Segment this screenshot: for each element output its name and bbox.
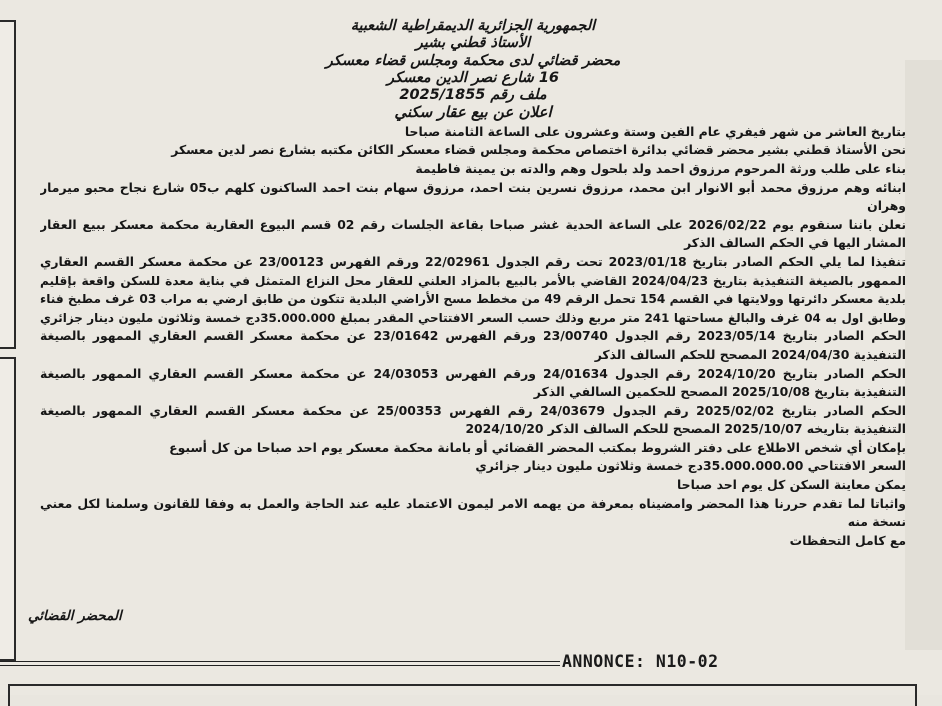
body-line: نعلن باننا سنقوم يوم 2026/02/22 على الساعة الحدية غشر صباحا بقاعة الجلسات رقم 02 قسم البيوع العقارية محكمة معسكر ببيع العقار <box>40 216 906 232</box>
adjacent-ad-frame-bottom <box>0 357 16 661</box>
annonce-rule-bottom <box>0 665 560 666</box>
body-line: يمكن معاينة السكن كل يوم احد صباحا <box>677 477 906 493</box>
notice-body <box>40 123 906 551</box>
next-ad-frame <box>8 684 917 706</box>
body-line: بلدية معسكر دائرتها وولايتها في القسم 154 تحمل الرقم 49 من مخطط مسح الأراضي البلدية تتكون من طابق ارضي به مراب 03 غرف مطبخ فناء <box>40 292 906 307</box>
body-line: الممهور بالصيغة التنفيذية بتاريخ 2024/04/23 القاضي بالأمر بالبيع بالمزاد العلني للعقار محل النزاع المتمثل في بناية معدة للسكن واقعة بإقليم <box>40 273 906 288</box>
body-line: نحن الأستاذ قطني بشير محضر قضائي بدائرة اختصاص محكمة ومجلس قضاء معسكر الكائن مكتبه بشارع نصر لدين معسكر <box>171 142 906 158</box>
annonce-rule-top <box>0 661 560 662</box>
body-line: الحكم الصادر بتاريخ 2024/10/20 رقم الجدول 24/01634 ورقم الفهرس 24/03053 عن محكمة معسكر القسم العقاري الممهور بالصيغة <box>40 365 906 381</box>
body-line: التنفيذية 2024/04/30 المصحح للحكم السالف الذكر <box>594 346 906 362</box>
legal-notice <box>40 18 906 650</box>
bailiff-signature: المحضر القضائي <box>28 608 122 624</box>
republic-header: الجمهورية الجزائرية الديمقراطية الشعبية <box>350 18 596 34</box>
body-line: نسخة منه <box>847 514 906 530</box>
body-line: ابنائه وهم مرزوق محمد أبو الانوار ابن محمد، مرزوق نسرين بنت احمد، مرزوق سهام بنت احمد الساكنون كلهم ب05 شارع نجاح محبو ميرمار <box>40 179 906 195</box>
body-line: الحكم الصادر بتاريخ 2025/02/02 رقم الجدول 24/03679 رقم الفهرس 25/00353 عن محكمة معسكر القسم العقاري الممهور بالصيغة <box>40 402 906 418</box>
body-line: السعر الافتتاحي 35.000.000.00دج خمسة وثلاثون مليون دينار جزائري <box>475 458 906 474</box>
bailiff-name: الأستاذ قطني بشير <box>415 35 531 52</box>
body-line: تنفيذا لما يلي الحكم الصادر بتاريخ 2023/01/18 تحت رقم الجدول 22/02961 ورقم الفهرس 23/00123 عن محكمة معسكر القسم العقاري <box>40 253 906 269</box>
adjacent-ad-frame-top <box>0 20 16 349</box>
body-line: مع كامل التحفظات <box>789 532 906 548</box>
body-line: المشار اليها في الحكم السالف الذكر <box>684 235 906 251</box>
bailiff-court: محضر قضائي لدى محكمة ومجلس قضاء معسكر <box>325 52 621 69</box>
bailiff-address: 16 شارع نصر الدين معسكر <box>386 69 560 86</box>
body-line: الحكم الصادر بتاريخ 2023/05/14 رقم الجدول 23/00740 ورقم الفهرس 23/01642 عن محكمة معسكر القسم العقاري الممهور بالصيغة <box>40 328 906 344</box>
body-line: التنفيذية بتاريخ 2025/10/08 المصحح للحكمين السالفي الذكر <box>533 384 906 400</box>
body-line: بتاريخ العاشر من شهر فيفري عام الفين وستة وعشرون على الساعة الثامنة صباحا <box>404 123 906 139</box>
notice-title: اعلان عن بيع عقار سكني <box>394 103 552 122</box>
file-number: ملف رقم 2025/1855 <box>399 87 547 104</box>
body-line: التنفيذية بتاريخه 2025/10/07 المصحح للحكم السالف الذكر 2024/10/20 <box>465 421 906 437</box>
body-line: بإمكان أي شخص الاطلاع على دفتر الشروط بمكتب المحضر القضائي أو بامانة محكمة معسكر يوم احد صباحا من كل أسبوع <box>169 439 906 455</box>
body-line: واثباتا لما تقدم حررنا هذا المحضر وامضيناه بمعرفة من يهمه الامر ليمون الاعتماد عليه عند الحاجة والعمل به وفقا للقانون وسلمنا لكل معني <box>40 495 906 511</box>
body-line: وهران <box>867 198 906 214</box>
body-line: وطابق اول به 04 غرف والبالغ مساحتها 241 متر مربع وذلك حسب السعر الافتتاحي المقدر بمبلغ 35.000.000دج خمسة وثلاثون مليون دينار جزائري <box>40 310 906 325</box>
adjacent-column-faded <box>905 60 942 650</box>
annonce-number: ANNONCE: N10-02 <box>562 652 719 671</box>
body-line: بناء على طلب ورثة المرحوم مرزوق احمد ولد بلحول وهم والدته بن يمينة فاطيمة <box>415 160 906 176</box>
